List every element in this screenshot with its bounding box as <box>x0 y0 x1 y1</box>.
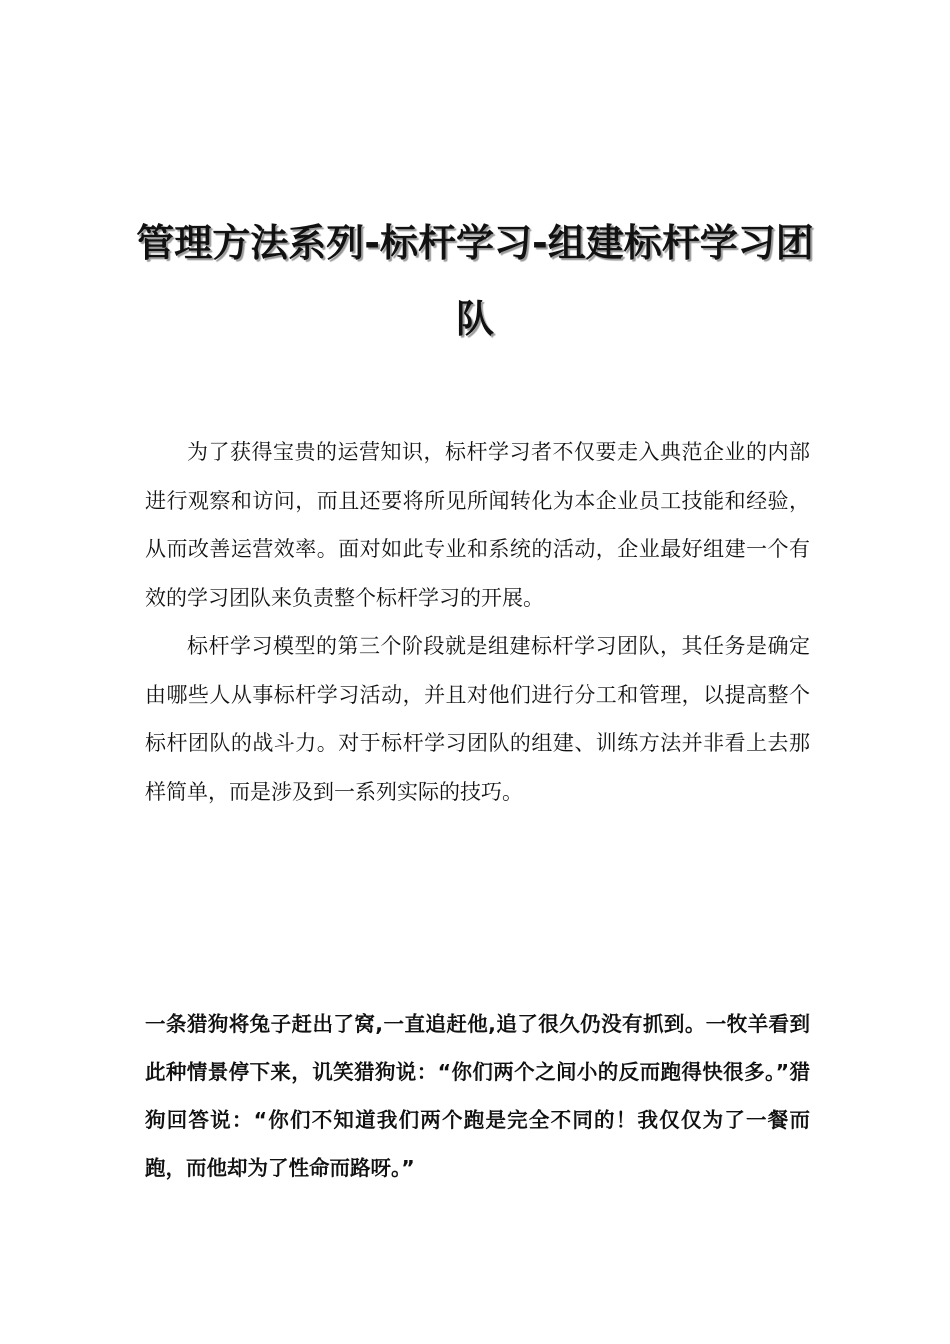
paragraph-2: 标杆学习模型的第三个阶段就是组建标杆学习团队，其任务是确定由哪些人从事标杆学习活动，并且对他们进行分工和管理，以提高整个标杆团队的战斗力。对于标杆学习团队的组建、训练方法并非看上去那样简单，而是涉及到一系列实际的技巧。 <box>145 634 810 804</box>
body-text <box>145 428 810 816</box>
paragraph-1: 为了获得宝贵的运营知识，标杆学习者不仅要走入典范企业的内部进行观察和访问，而且还要将所见所闻转化为本企业员工技能和经验，从而改善运营效率。面对如此专业和系统的活动，企业最好组建一个有效的学习团队来负责整个标杆学习的开展。 <box>145 440 810 610</box>
story-text <box>145 1000 810 1192</box>
story-paragraph: 一条猎狗将兔子赶出了窝,一直追赶他,追了很久仍没有抓到。一牧羊看到此种情景停下来，讥笑猎狗说：“你们两个之间小的反而跑得快很多。”猎狗回答说：“你们不知道我们两个跑是完全不同的！我仅仅为了一餐而跑，而他却为了性命而路呀。” <box>145 1012 810 1180</box>
document-title: 管理方法系列-标杆学习-组建标杆学习团队 <box>136 221 814 341</box>
